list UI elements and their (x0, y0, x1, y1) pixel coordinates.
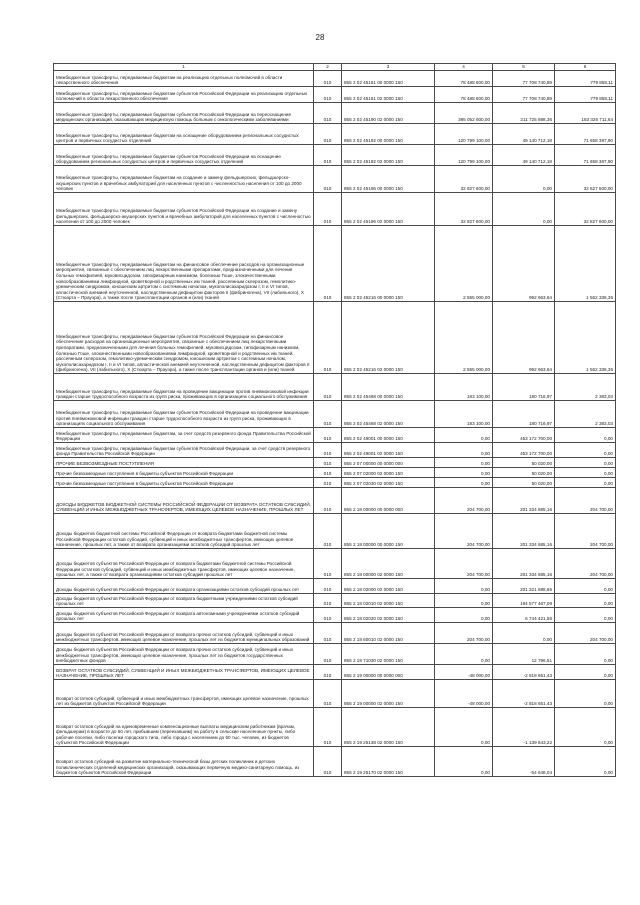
row-executed-amount: -2 818 651,43 (493, 680, 555, 708)
row-unexecuted-amount: 2 383,03 (555, 401, 616, 428)
row-budget-classification-code: 855 2 19 00000 02 0000 150 (342, 680, 435, 708)
row-description: Доходы бюджетов субъектов Российской Федерации от возврата прочих остатков субсидий, субвенций и иных межбюджетных трансфертов, имеющих целевое назначение, прошлых лет из бюджетов государственных внебюджетных фондов (54, 644, 314, 665)
table-row (54, 103, 616, 124)
row-approved-amount: 204 700,00 (435, 488, 493, 514)
table-row (54, 443, 616, 458)
row-description: Доходы бюджетов субъектов Российской Федерации от возврата бюджетами бюджетной системы Российской Федерации остатков субсидий, субвенций и иных межбюджетных трансфертов, имеющих целевое назначение, прошлых лет, а также от возврата организациями остатков субсидий прошлых лет (54, 549, 314, 579)
row-line-code: 010 (314, 488, 342, 514)
row-line-code: 010 (314, 623, 342, 644)
row-approved-amount: 204 700,00 (435, 623, 493, 644)
row-unexecuted-amount: 183 326 711,64 (555, 103, 616, 124)
row-approved-amount: 2 555 000,00 (435, 302, 493, 374)
row-executed-amount: 453 172 700,00 (493, 428, 555, 443)
row-approved-amount: 0,00 (435, 644, 493, 665)
row-line-code: 010 (314, 644, 342, 665)
row-unexecuted-amount: 204 700,00 (555, 623, 616, 644)
table-row (54, 514, 616, 549)
row-approved-amount: -48 000,00 (435, 680, 493, 708)
row-description: ДОХОДЫ БЮДЖЕТОВ БЮДЖЕТНОЙ СИСТЕМЫ РОССИЙСКОЙ ФЕДЕРАЦИИ ОТ ВОЗВРАТА ОСТАТКОВ СУБСИДИЙ, СУБВЕНЦИЙ И ИНЫХ МЕЖБЮДЖЕТНЫХ ТРАНСФЕРТОВ, ИМЕЮЩИХ ЦЕЛЕВОЕ НАЗНАЧЕНИЕ, ПРОШЛЫХ ЛЕТ (54, 488, 314, 514)
row-unexecuted-amount: 204 700,00 (555, 549, 616, 579)
row-budget-classification-code: 855 2 18 71030 02 0000 150 (342, 644, 435, 665)
table-row (54, 71, 616, 87)
row-executed-amount: 201 334 685,16 (493, 514, 555, 549)
row-description: Возврат остатков субсидий, субвенций и иных межбюджетных трансфертов, имеющих целевое назначение, прошлых лет из бюджетов субъектов Российской Федерации (54, 680, 314, 708)
column-header: 1 (54, 64, 314, 71)
row-description: Межбюджетные трансферты, передаваемые бюджетам на финансовое обеспечение расходов на организационные мероприятия, связанные с обеспечением лиц лекарственными препаратами, предназначенными для лечения больных гемофилией, муковисцидозом, гипофизарным нанизмом, болезнью Гоше, злокачественными новообразованиями лимфоидной, кроветворной и родственных им тканей, рассеянным склерозом, гемолитико-уремическим синдромом, юношеским артритом с системным началом, мукополисахаридозом I, II и VI типов, апластической анемией неуточненной, наследственным дефицитом факторов II (фибриногена), VII (лабильного), X (Стюарта – Прауэра), а также после трансплантации органов и (или) тканей (54, 226, 314, 302)
row-executed-amount: 992 663,64 (493, 302, 555, 374)
row-executed-amount: 49 140 712,18 (493, 124, 555, 145)
row-description: Межбюджетные трансферты, передаваемые бюджетам на оснащение оборудованием региональных сосудистых центров и первичных сосудистых отделений (54, 124, 314, 145)
row-approved-amount: 0,00 (435, 747, 493, 777)
row-description: Доходы бюджетов субъектов Российской Федерации от возврата организациями остатков субсидий прошлых лет (54, 579, 314, 594)
row-description: Межбюджетные трансферты, передаваемые бюджетам на реализацию отдельных полномочий в области лекарственного обеспечения (54, 71, 314, 87)
table-row (54, 608, 616, 623)
row-approved-amount: 0,00 (435, 458, 493, 468)
table-row (54, 478, 616, 488)
row-approved-amount: 32 827 600,00 (435, 193, 493, 226)
row-executed-amount: 50 020,00 (493, 478, 555, 488)
row-budget-classification-code: 855 2 18 60010 02 0000 150 (342, 623, 435, 644)
row-line-code: 010 (314, 71, 342, 87)
row-executed-amount: 77 708 740,89 (493, 71, 555, 87)
row-line-code: 010 (314, 428, 342, 443)
row-description: Прочие безвозмездные поступления в бюджеты субъектов Российской Федерации (54, 478, 314, 488)
row-budget-classification-code: 855 2 18 00000 00 0000 000 (342, 488, 435, 514)
row-unexecuted-amount: 0,00 (555, 665, 616, 680)
row-budget-classification-code: 855 2 19 00000 00 0000 000 (342, 665, 435, 680)
row-budget-classification-code: 855 2 02 45192 00 0000 150 (342, 124, 435, 145)
row-approved-amount: 0,00 (435, 468, 493, 478)
row-approved-amount: 78 488 600,00 (435, 71, 493, 87)
row-budget-classification-code: 855 2 07 00000 00 0000 000 (342, 458, 435, 468)
row-unexecuted-amount: 0,00 (555, 747, 616, 777)
table-row (54, 488, 616, 514)
table-row (54, 428, 616, 443)
row-approved-amount: 0,00 (435, 579, 493, 594)
table-row (54, 594, 616, 608)
row-line-code: 010 (314, 193, 342, 226)
row-line-code: 010 (314, 124, 342, 145)
row-description: Межбюджетные трансферты, передаваемые бюджетам субъектов Российской Федерации на финансовое обеспечение расходов на организационные мероприятия, связанные с обеспечением лиц лекарственными препаратами, предназначенными для лечения больных гемофилией, муковисцидозом, гипофизарным нанизмом, болезнью Гоше, злокачественными новообразованиями лимфоидной, кроветворной и родственных им тканей, рассеянным склерозом, гемолитико-уремическим синдромом, юношеским артритом с системным началом, мукополисахаридозом I, II и VI типов, апластической анемией неуточненной, наследственным дефицитом факторов II (фибриногена), VII (лабильного), X (Стюарта – Прауэра), а также после трансплантации органов и (или) тканей (54, 302, 314, 374)
row-unexecuted-amount: 779 859,11 (555, 71, 616, 87)
row-budget-classification-code: 855 2 02 45216 00 0000 150 (342, 226, 435, 302)
row-line-code: 010 (314, 103, 342, 124)
row-description: Межбюджетные трансферты, передаваемые бюджетам субъектов Российской Федерации на проведение вакцинации против пневмококковой инфекции граждан старше трудоспособного возраста из групп риска, проживающих в организациях социального обслуживания (54, 401, 314, 428)
row-unexecuted-amount: 1 562 336,36 (555, 226, 616, 302)
row-budget-classification-code: 855 2 02 45192 02 0000 150 (342, 145, 435, 166)
row-unexecuted-amount: 32 827 600,00 (555, 166, 616, 193)
row-line-code: 010 (314, 665, 342, 680)
row-line-code: 010 (314, 302, 342, 374)
row-description: Межбюджетные трансферты, передаваемые бюджетам субъектов Российской Федерации, за счет средств резервного фонда Правительства Российской Федерации (54, 443, 314, 458)
row-budget-classification-code: 855 2 02 45196 00 0000 150 (342, 166, 435, 193)
table-row (54, 193, 616, 226)
row-description: Возврат остатков субсидий на развитие материально-технической базы детских поликлиник и детских поликлинических отделений медицинских организаций, оказывающих первичную медико-санитарную помощь, из бюджетов субъектов Российской Федерации (54, 747, 314, 777)
row-line-code: 010 (314, 401, 342, 428)
row-executed-amount: -1 139 643,22 (493, 708, 555, 747)
table-row (54, 401, 616, 428)
row-unexecuted-amount: 0,00 (555, 468, 616, 478)
row-approved-amount: 0,00 (435, 443, 493, 458)
row-executed-amount: 12 796,51 (493, 644, 555, 665)
row-approved-amount: 120 799 100,00 (435, 124, 493, 145)
row-approved-amount: 0,00 (435, 428, 493, 443)
row-approved-amount: 204 700,00 (435, 514, 493, 549)
row-description: Межбюджетные трансферты, передаваемые бюджетам на создание и замену фельдшерских, фельдшерско-акушерских пунктов и врачебных амбулаторий для населенных пунктов с численностью населения от 100 до 2000 человек (54, 166, 314, 193)
row-unexecuted-amount: 779 859,11 (555, 87, 616, 103)
row-description: Межбюджетные трансферты, передаваемые бюджетам субъектов Российской Федерации на переоснащение медицинских организаций, оказывающих медицинскую помощь больным с онкологическими заболеваниями (54, 103, 314, 124)
row-line-code: 010 (314, 458, 342, 468)
row-unexecuted-amount: 0,00 (555, 594, 616, 608)
row-executed-amount: 49 140 712,18 (493, 145, 555, 166)
row-line-code: 010 (314, 145, 342, 166)
row-budget-classification-code: 855 2 07 02000 02 0000 150 (342, 468, 435, 478)
row-executed-amount: 453 172 700,00 (493, 443, 555, 458)
row-description: Межбюджетные трансферты, передаваемые бюджетам, за счет средств резервного фонда Правительства Российской Федерации (54, 428, 314, 443)
row-approved-amount: 120 799 100,00 (435, 145, 493, 166)
row-line-code: 010 (314, 443, 342, 458)
row-line-code: 010 (314, 708, 342, 747)
row-unexecuted-amount: 1 562 336,36 (555, 302, 616, 374)
row-executed-amount: 0,00 (493, 193, 555, 226)
row-approved-amount: 2 555 000,00 (435, 226, 493, 302)
row-unexecuted-amount: 2 383,03 (555, 374, 616, 401)
table-row (54, 665, 616, 680)
row-description: Доходы бюджетов субъектов Российской Федерации от возврата автономными учреждениями остатков субсидий прошлых лет (54, 608, 314, 623)
row-executed-amount: 0,00 (493, 623, 555, 644)
row-description: Межбюджетные трансферты, передаваемые бюджетам субъектов Российской Федерации на оснащение оборудованием региональных сосудистых центров и первичных сосудистых отделений (54, 145, 314, 166)
budget-table (53, 63, 616, 777)
row-executed-amount: 50 020,00 (493, 468, 555, 478)
row-unexecuted-amount: 71 658 387,90 (555, 124, 616, 145)
row-budget-classification-code: 855 2 18 02020 02 0000 150 (342, 608, 435, 623)
row-unexecuted-amount: 0,00 (555, 708, 616, 747)
row-budget-classification-code: 855 2 02 45161 02 0000 150 (342, 87, 435, 103)
table-row (54, 623, 616, 644)
table-row (54, 145, 616, 166)
row-approved-amount: 183 100,00 (435, 401, 493, 428)
column-header: 4 (435, 64, 493, 71)
row-approved-amount: 0,00 (435, 478, 493, 488)
row-budget-classification-code: 855 2 18 02000 02 0000 150 (342, 579, 435, 594)
table-row (54, 579, 616, 594)
table-row (54, 458, 616, 468)
row-line-code: 010 (314, 747, 342, 777)
row-approved-amount: 0,00 (435, 608, 493, 623)
row-line-code: 010 (314, 226, 342, 302)
row-executed-amount: 201 334 685,16 (493, 488, 555, 514)
row-executed-amount: 201 334 685,16 (493, 549, 555, 579)
column-header: 5 (493, 64, 555, 71)
row-budget-classification-code: 855 2 02 49001 02 0000 150 (342, 443, 435, 458)
row-approved-amount: 183 100,00 (435, 374, 493, 401)
row-budget-classification-code: 855 2 02 45468 00 0000 150 (342, 374, 435, 401)
row-budget-classification-code: 855 2 02 45196 02 0000 150 (342, 193, 435, 226)
row-budget-classification-code: 855 2 18 00000 02 0000 150 (342, 549, 435, 579)
table-row (54, 549, 616, 579)
row-unexecuted-amount: 0,00 (555, 443, 616, 458)
row-description: Доходы бюджетов субъектов Российской Федерации от возврата бюджетными учреждениями остатков субсидий прошлых лет (54, 594, 314, 608)
row-description: Возврат остатков субсидий на единовременные компенсационные выплаты медицинским работникам (врачам, фельдшерам) в возрасте до 50 лет, прибывшим (переехавшим) на работу в сельские населенные пункты, либо рабочие поселки, либо поселки городского типа, либо города с населением до 50 тыс. человек, из бюджетов субъектов Российской Федерации (54, 708, 314, 747)
column-header: 3 (342, 64, 435, 71)
row-unexecuted-amount: 71 658 387,90 (555, 145, 616, 166)
row-executed-amount: 194 577 467,09 (493, 594, 555, 608)
row-description: Доходы бюджетов субъектов Российской Федерации от возврата прочих остатков субсидий, субвенций и иных межбюджетных трансфертов, имеющих целевое назначение, прошлых лет из бюджетов муниципальных образований (54, 623, 314, 644)
row-approved-amount: -48 000,00 (435, 665, 493, 680)
row-unexecuted-amount: 0,00 (555, 608, 616, 623)
row-approved-amount: 395 052 600,00 (435, 103, 493, 124)
table-row (54, 680, 616, 708)
table-row (54, 708, 616, 747)
row-executed-amount: 180 716,97 (493, 401, 555, 428)
row-line-code: 010 (314, 514, 342, 549)
row-approved-amount: 0,00 (435, 594, 493, 608)
row-approved-amount: 204 700,00 (435, 549, 493, 579)
row-approved-amount: 78 488 600,00 (435, 87, 493, 103)
row-budget-classification-code: 855 2 18 00000 00 0000 150 (342, 514, 435, 549)
row-line-code: 010 (314, 549, 342, 579)
page-number: 28 (315, 33, 325, 42)
row-approved-amount: 0,00 (435, 708, 493, 747)
row-description: ПРОЧИЕ БЕЗВОЗМЕЗДНЫЕ ПОСТУПЛЕНИЯ (54, 458, 314, 468)
row-unexecuted-amount: 204 700,00 (555, 514, 616, 549)
row-unexecuted-amount: 0,00 (555, 458, 616, 468)
table-header-row (54, 64, 616, 71)
row-executed-amount: -54 648,04 (493, 747, 555, 777)
row-unexecuted-amount: 32 827 600,00 (555, 193, 616, 226)
row-budget-classification-code: 855 2 02 45468 02 0000 150 (342, 401, 435, 428)
row-budget-classification-code: 855 2 07 02030 02 0000 150 (342, 478, 435, 488)
row-executed-amount: 50 020,00 (493, 458, 555, 468)
row-line-code: 010 (314, 87, 342, 103)
row-unexecuted-amount: 0,00 (555, 478, 616, 488)
row-executed-amount: 0,00 (493, 166, 555, 193)
row-line-code: 010 (314, 374, 342, 401)
row-executed-amount: 180 716,97 (493, 374, 555, 401)
row-line-code: 010 (314, 608, 342, 623)
table-row (54, 644, 616, 665)
row-budget-classification-code: 855 2 19 25170 02 0000 150 (342, 747, 435, 777)
row-executed-amount: -2 818 651,43 (493, 665, 555, 680)
table-row (54, 226, 616, 302)
row-description: Прочие безвозмездные поступления в бюджеты субъектов Российской Федерации (54, 468, 314, 478)
row-budget-classification-code: 855 2 02 45161 00 0000 150 (342, 71, 435, 87)
table-row (54, 374, 616, 401)
row-line-code: 010 (314, 166, 342, 193)
row-description: Межбюджетные трансферты, передаваемые бюджетам на проведение вакцинации против пневмококковой инфекции граждан старше трудоспособного возраста из групп риска, проживающих в организациях социального обслуживания (54, 374, 314, 401)
row-budget-classification-code: 855 2 18 02010 02 0000 150 (342, 594, 435, 608)
row-budget-classification-code: 855 2 02 45216 02 0000 150 (342, 302, 435, 374)
row-budget-classification-code: 855 2 02 45190 02 0000 150 (342, 103, 435, 124)
row-line-code: 010 (314, 579, 342, 594)
table-row (54, 166, 616, 193)
column-header: 6 (555, 64, 616, 71)
row-executed-amount: 992 663,64 (493, 226, 555, 302)
row-unexecuted-amount: 0,00 (555, 644, 616, 665)
table-row (54, 124, 616, 145)
row-executed-amount: 77 708 740,89 (493, 87, 555, 103)
row-unexecuted-amount: 0,00 (555, 579, 616, 594)
row-budget-classification-code: 855 2 02 49001 00 0000 150 (342, 428, 435, 443)
row-unexecuted-amount: 0,00 (555, 680, 616, 708)
row-budget-classification-code: 855 2 19 25138 02 0000 150 (342, 708, 435, 747)
row-line-code: 010 (314, 680, 342, 708)
row-executed-amount: 201 321 688,65 (493, 579, 555, 594)
row-line-code: 010 (314, 594, 342, 608)
row-line-code: 010 (314, 468, 342, 478)
row-description: Межбюджетные трансферты, передаваемые бюджетам субъектов Российской Федерации на реализацию отдельных полномочий в области лекарственного обеспечения (54, 87, 314, 103)
row-unexecuted-amount: 0,00 (555, 428, 616, 443)
row-description: Доходы бюджетов бюджетной системы Российской Федерации от возврата бюджетами бюджетной системы Российской Федерации остатков субсидий, субвенций и иных межбюджетных трансфертов, имеющих целевое назначение, прошлых лет, а также от возврата организациями остатков субсидий прошлых лет (54, 514, 314, 549)
table-row (54, 747, 616, 777)
row-executed-amount: 211 725 888,36 (493, 103, 555, 124)
row-line-code: 010 (314, 478, 342, 488)
table-row (54, 468, 616, 478)
column-header: 2 (314, 64, 342, 71)
row-description: ВОЗВРАТ ОСТАТКОВ СУБСИДИЙ, СУБВЕНЦИЙ И ИНЫХ МЕЖБЮДЖЕТНЫХ ТРАНСФЕРТОВ, ИМЕЮЩИХ ЦЕЛЕВОЕ НАЗНАЧЕНИЕ, ПРОШЛЫХ ЛЕТ (54, 665, 314, 680)
row-unexecuted-amount: 204 700,00 (555, 488, 616, 514)
row-approved-amount: 32 827 600,00 (435, 166, 493, 193)
table-row (54, 302, 616, 374)
table-row (54, 87, 616, 103)
row-executed-amount: 6 744 421,56 (493, 608, 555, 623)
row-description: Межбюджетные трансферты, передаваемые бюджетам субъектов Российской Федерации на создание и замену фельдшерских, фельдшерско-акушерских пунктов и врачебных амбулаторий для населенных пунктов с численностью населения от 100 до 2000 человек (54, 193, 314, 226)
